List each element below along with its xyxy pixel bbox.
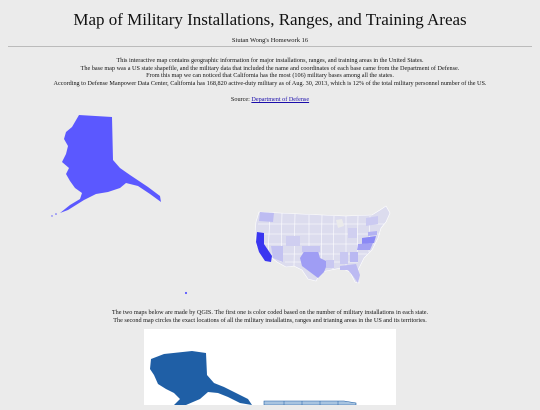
intro-line: This interactive map contains geographic information for major installations, ranges, and training areas in the United States. [116, 57, 424, 64]
alaska-shape[interactable] [60, 115, 161, 213]
qgis-conus-edge [264, 401, 356, 405]
ohio-shape[interactable] [348, 228, 357, 238]
hawaii-shape[interactable] [185, 292, 187, 294]
source-link[interactable]: Department of Defense [251, 96, 310, 103]
intro-line: From this map we can noticed that California has the most (106) military bases among all the states. [146, 72, 394, 80]
alabama-shape[interactable] [340, 252, 348, 264]
florida-shape[interactable] [340, 264, 360, 283]
source-label: Source: [230, 96, 252, 103]
louisiana-shape[interactable] [326, 260, 334, 268]
qgis-map-drawing [144, 329, 396, 405]
qgis-map-image [144, 329, 396, 405]
maps-description [0, 309, 540, 324]
description-line: The two maps below are made by QGIS. The first one is color coded based on the number of military installations in each state. [111, 309, 429, 316]
colorado-shape[interactable] [286, 236, 300, 246]
page-subtitle: Siutan Wong's Homework 16 [231, 37, 309, 44]
qgis-alaska-shape [150, 351, 252, 405]
aleutian-island [51, 215, 52, 216]
page-title: Map of Military Installations, Ranges, and Training Areas [73, 10, 467, 29]
georgia-shape[interactable] [350, 252, 358, 262]
oklahoma-shape[interactable] [302, 246, 320, 252]
intro-line: According to Defense Manpower Data Center, California has 168,820 active-duty military as of Aug. 30, 2013, which is 12% of the total military personnel number of the US. [53, 79, 487, 87]
intro-line: The base map was a US state shapefile, and the military data that included the name and coordinates of each base came from the Department of Defense. [80, 64, 460, 72]
washington-shape[interactable] [259, 212, 274, 222]
description-line: The second map circles the exact locations of all the military installatins, ranges and trianing areas in the US and its territories. [113, 316, 427, 324]
aleutian-island [55, 213, 57, 215]
